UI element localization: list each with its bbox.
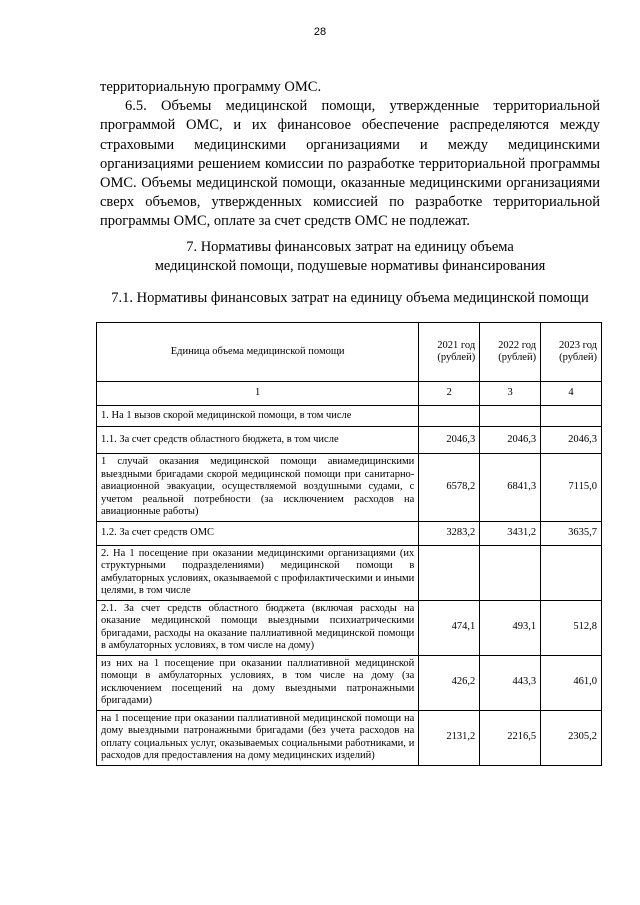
column-number: 4	[541, 382, 602, 406]
value-2021: 6578,2	[419, 454, 480, 522]
value-2021: 3283,2	[419, 521, 480, 545]
table-row	[97, 406, 602, 427]
row-description: из них на 1 посещение при оказании паллиативной медицинской помощи в амбулаторных условиях, в том числе на дому (за исключением посещений на дому выездными патронажными бригадами)	[97, 655, 419, 710]
value-2021: 426,2	[419, 655, 480, 710]
column-number: 2	[419, 382, 480, 406]
row-description: 1.2. За счет средств ОМС	[97, 521, 419, 545]
value-2022: 6841,3	[480, 454, 541, 522]
paragraph-6-5: 6.5. Объемы медицинской помощи, утвержденные территориальной программой ОМС, и их финансовое обеспечение распределяются между страховыми медицинскими организациями и между медицинскими организациями решением комиссии по разработке территориальной программы ОМС. Объемы медицинской помощи, оказанные медицинскими организациями сверх объемов, утвержденных комиссией по разработке территориальной программы ОМС, оплате за счет средств ОМС не подлежат.	[100, 98, 600, 230]
body-text	[100, 78, 600, 232]
table-row	[97, 454, 602, 522]
section-title	[100, 238, 600, 276]
value-2023	[541, 406, 602, 427]
value-2023: 512,8	[541, 600, 602, 655]
value-2021	[419, 545, 480, 600]
column-number: 1	[97, 382, 419, 406]
value-2023: 3635,7	[541, 521, 602, 545]
table-row	[97, 427, 602, 454]
page-number: 28	[313, 26, 327, 38]
row-description: 1 случай оказания медицинской помощи авиамедицинскими выездными бригадами скорой медицинской помощи при санитарно-авиационной эвакуации, осуществляемой воздушными судами, с учетом реальной потребности (за исключением расходов на авиационные работы)	[97, 454, 419, 522]
table-row	[97, 545, 602, 600]
section-title-line-1: 7. Нормативы финансовых затрат на единицу объема	[186, 239, 514, 255]
value-2022: 443,3	[480, 655, 541, 710]
value-2022	[480, 545, 541, 600]
value-2023: 7115,0	[541, 454, 602, 522]
header-2022: 2022 год (рублей)	[480, 323, 541, 382]
table-row	[97, 710, 602, 765]
header-2021: 2021 год (рублей)	[419, 323, 480, 382]
value-2021: 2131,2	[419, 710, 480, 765]
row-description: на 1 посещение при оказании паллиативной медицинской помощи на дому выездными патронажными бригадами (без учета расходов на оплату социальных услуг, оказываемых социальными работниками, и расходов для предоставления на дому медицинских изделий)	[97, 710, 419, 765]
row-description: 1.1. За счет средств областного бюджета, в том числе	[97, 427, 419, 454]
column-number-row	[97, 382, 602, 406]
table-row	[97, 521, 602, 545]
norms-table	[96, 322, 602, 766]
value-2023: 2305,2	[541, 710, 602, 765]
value-2022: 2046,3	[480, 427, 541, 454]
table-row	[97, 655, 602, 710]
row-description: 1. На 1 вызов скорой медицинской помощи, в том числе	[97, 406, 419, 427]
row-description: 2.1. За счет средств областного бюджета (включая расходы на оказание медицинской помощи выездными психиатрическими бригадами, расходы на оказание паллиативной медицинской помощи в амбулаторных условиях, в том числе на дому)	[97, 600, 419, 655]
value-2023: 2046,3	[541, 427, 602, 454]
value-2022: 493,1	[480, 600, 541, 655]
value-2023: 461,0	[541, 655, 602, 710]
value-2023	[541, 545, 602, 600]
value-2022	[480, 406, 541, 427]
subsection-title: 7.1. Нормативы финансовых затрат на единицу объема медицинской помощи	[111, 290, 589, 306]
header-unit: Единица объема медицинской помощи	[97, 323, 419, 382]
value-2021: 2046,3	[419, 427, 480, 454]
value-2021: 474,1	[419, 600, 480, 655]
table-row	[97, 600, 602, 655]
section-title-line-2: медицинской помощи, подушевые нормативы финансирования	[154, 258, 546, 274]
row-description: 2. На 1 посещение при оказании медицинскими организациями (их структурными подразделениями) медицинской помощи в амбулаторных условиях, оказываемой с профилактическими и иными целями, в том числе	[97, 545, 419, 600]
header-2023: 2023 год (рублей)	[541, 323, 602, 382]
value-2022: 2216,5	[480, 710, 541, 765]
table-header-row	[97, 323, 602, 382]
column-number: 3	[480, 382, 541, 406]
paragraph-continuation: территориальную программу ОМС.	[100, 79, 322, 95]
value-2022: 3431,2	[480, 521, 541, 545]
value-2021	[419, 406, 480, 427]
